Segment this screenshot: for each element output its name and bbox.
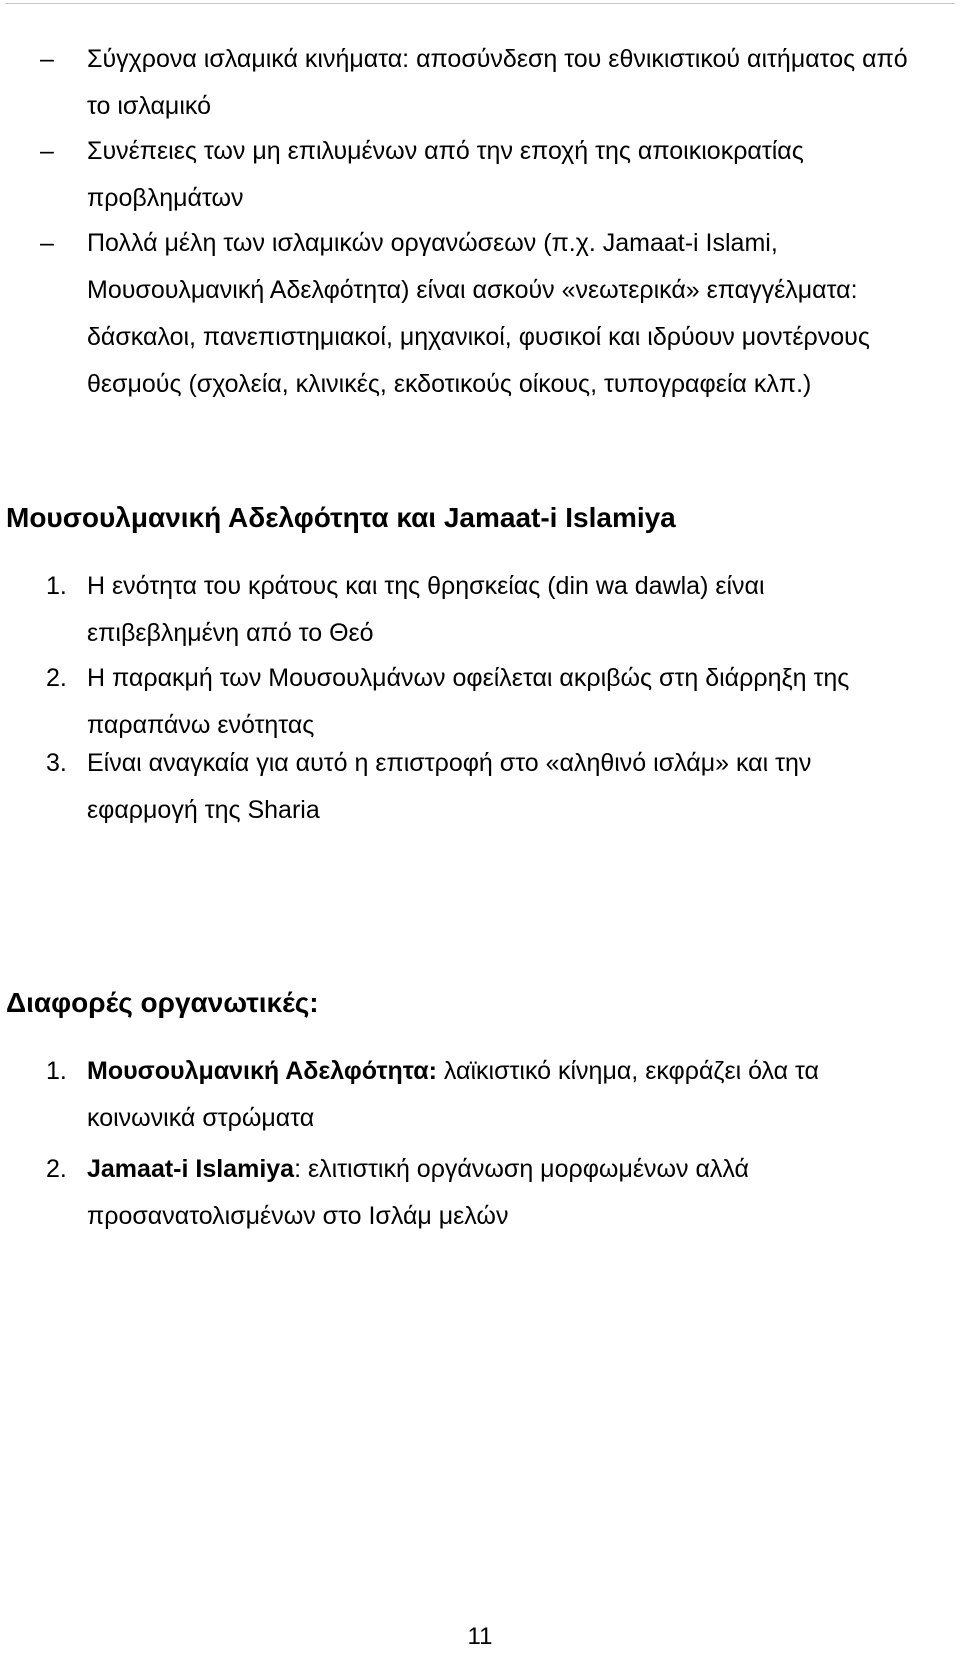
bullet-text: Πολλά μέλη των ισλαμικών οργανώσεων (π.χ. Jamaat-i Islami, Μουσουλμανική Αδελφότητα) είναι ασκούν «νεωτερικά» επαγγέλματα: δάσκαλοι, πανεπιστημιακοί, μηχανικοί, φυσικοί και ιδρύουν μοντέρνους θεσμούς (σχολεία, κλινικές, εκδοτικούς οίκους, τυπογραφεία κλπ.) bbox=[87, 229, 870, 398]
item-text bbox=[87, 1146, 917, 1240]
item-number: 2. bbox=[46, 1155, 67, 1183]
item-bold-term: Jamaat-i Islamiya bbox=[87, 1155, 295, 1183]
top-rule bbox=[5, 3, 955, 4]
dash-marker: – bbox=[40, 45, 54, 73]
item-text: Είναι αναγκαία για αυτό η επιστροφή στο «αληθινό ισλάμ» και την εφαρμογή της Sharia bbox=[87, 749, 812, 824]
page-number: 11 bbox=[467, 1623, 493, 1650]
item-number: 2. bbox=[46, 664, 67, 692]
item-text: Η ενότητα του κράτους και της θρησκείας (din wa dawla) είναι επιβεβλημένη από το Θεό bbox=[87, 572, 765, 647]
item-number: 1. bbox=[46, 1057, 67, 1085]
item-number: 3. bbox=[46, 749, 67, 777]
item-text bbox=[87, 1048, 917, 1142]
section-heading-brotherhood: Μουσουλμανική Αδελφότητα και Jamaat-i Islamiya bbox=[6, 502, 676, 533]
item-description: λαϊκιστικό κίνημα, εκφράζει όλα τα κοινωνικά στρώματα bbox=[87, 1057, 820, 1132]
bullet-text: Συνέπειες των μη επιλυμένων από την εποχή της αποικιοκρατίας προβλημάτων bbox=[87, 137, 804, 212]
bullet-text: Σύγχρονα ισλαμικά κινήματα: αποσύνδεση του εθνικιστικού αιτήματος από το ισλαμικό bbox=[87, 45, 908, 120]
item-bold-term: Μουσουλμανική Αδελφότητα: bbox=[87, 1057, 437, 1085]
item-number: 1. bbox=[46, 572, 67, 600]
dash-marker: – bbox=[40, 229, 54, 257]
item-text: Η παρακμή των Μουσουλμάνων οφείλεται ακριβώς στη διάρρηξη της παραπάνω ενότητας bbox=[87, 664, 850, 739]
section-heading-organizational-differences: Διαφορές οργανωτικές: bbox=[6, 987, 319, 1018]
dash-marker: – bbox=[40, 137, 54, 165]
item-description: : ελιτιστική οργάνωση μορφωμένων αλλά προσανατολισμένων στο Ισλάμ μελών bbox=[87, 1155, 749, 1230]
